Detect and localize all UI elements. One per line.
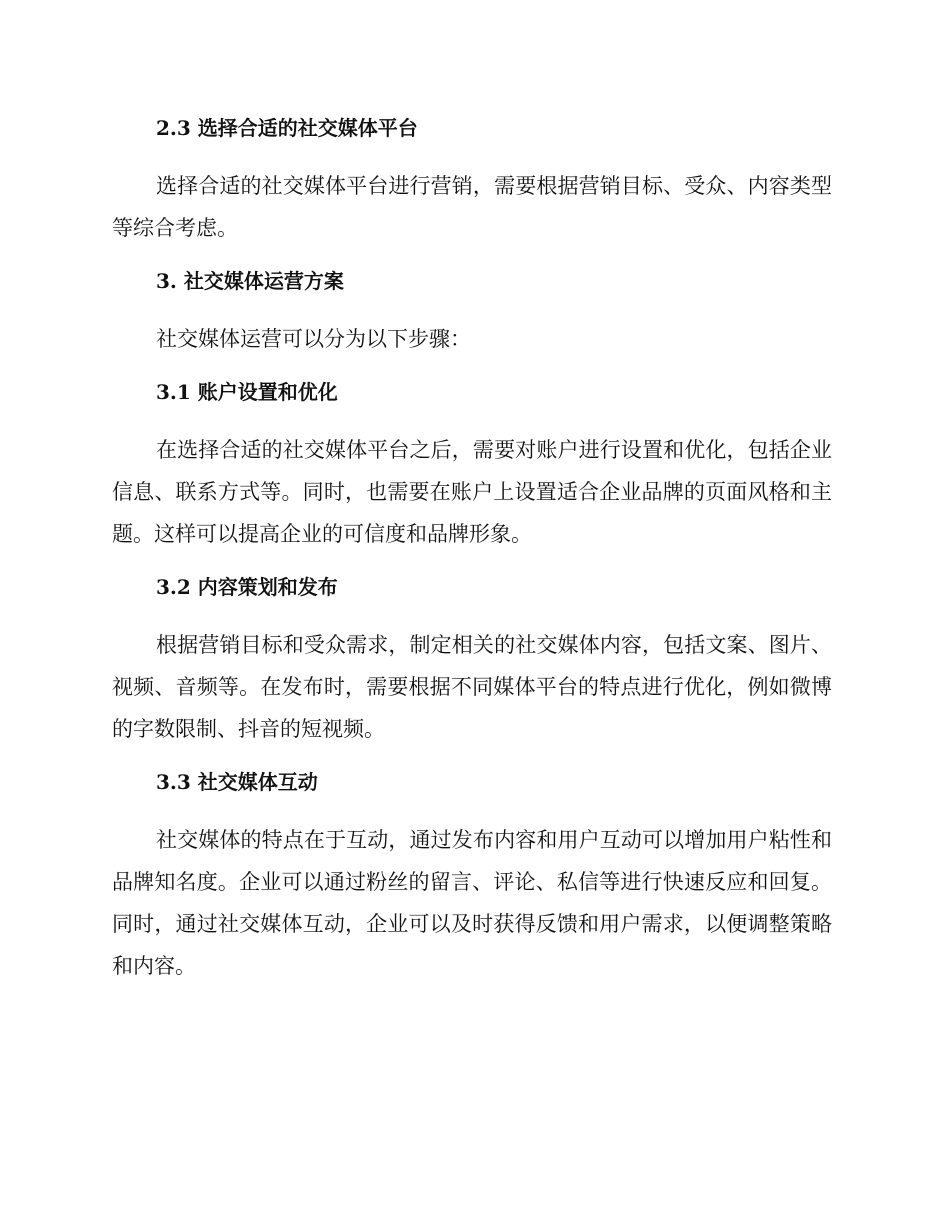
section-heading-3-3: 3.3 社交媒体互动 <box>156 770 318 794</box>
section-paragraph-3: 社交媒体运营可以分为以下步骤： <box>156 327 471 351</box>
section-paragraph-3-3: 社交媒体的特点在于互动，通过发布内容和用户互动可以增加用户粘性和品牌知名度。企业可以通过粉丝的留言、评论、私信等进行快速反应和回复。同时，通过社交媒体互动，企业可以及时获得反馈和用户需求，以便调整策略和内容。 <box>112 828 832 978</box>
section-paragraph-2-3: 选择合适的社交媒体平台进行营销，需要根据营销目标、受众、内容类型等综合考虑。 <box>112 174 832 240</box>
section-paragraph-3-1: 在选择合适的社交媒体平台之后，需要对账户进行设置和优化，包括企业信息、联系方式等。同时，也需要在账户上设置适合企业品牌的页面风格和主题。这样可以提高企业的可信度和品牌形象。 <box>112 438 832 546</box>
section-paragraph-3-2: 根据营销目标和受众需求，制定相关的社交媒体内容，包括文案、图片、视频、音频等。在发布时，需要根据不同媒体平台的特点进行优化，例如微博的字数限制、抖音的短视频。 <box>112 633 832 741</box>
section-heading-2-3: 2.3 选择合适的社交媒体平台 <box>156 116 418 140</box>
document-body <box>112 108 832 999</box>
section-heading-3-1: 3.1 账户设置和优化 <box>156 380 338 404</box>
section-heading-3: 3. 社交媒体运营方案 <box>156 269 344 293</box>
section-heading-3-2: 3.2 内容策划和发布 <box>156 575 338 599</box>
